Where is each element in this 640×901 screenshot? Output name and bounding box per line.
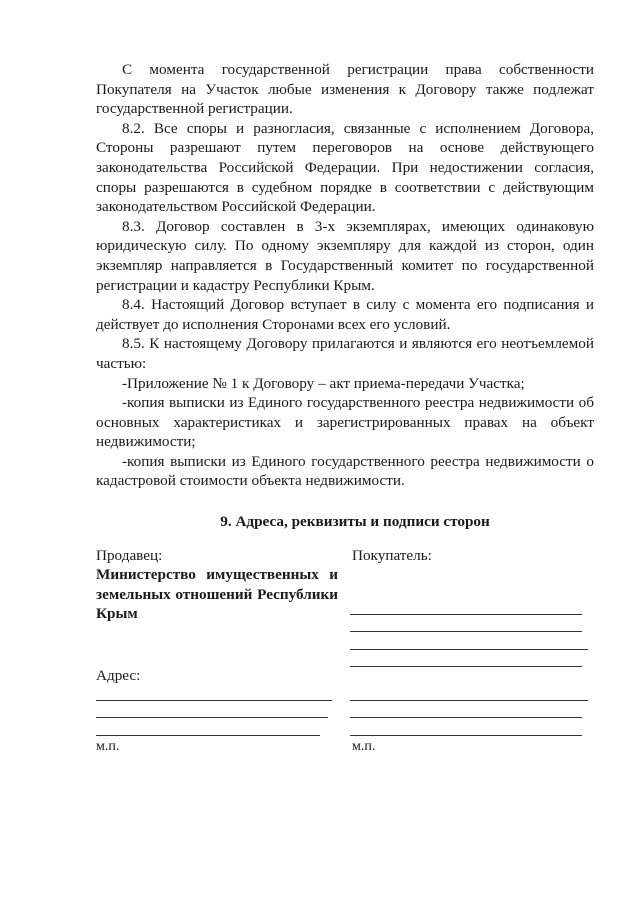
buyer-blank-line	[350, 614, 582, 615]
seller-address-line	[96, 735, 320, 736]
paragraph-8-5: 8.5. К настоящему Договору прилагаются и являются его неотъемлемой частью:	[96, 335, 594, 372]
section-9-title: 9. Адреса, реквизиты и подписи сторон	[220, 513, 490, 530]
buyer-address-line	[350, 700, 588, 701]
buyer-blank-line	[350, 649, 588, 650]
seller-label: Продавец:	[96, 547, 163, 564]
seller-name: Министерство имущественных и земельных отношений Республики Крым	[96, 566, 338, 623]
contract-body	[96, 60, 594, 491]
buyer-address-line	[350, 735, 582, 736]
paragraph-8-4: 8.4. Настоящий Договор вступает в силу с момента его подписания и действует до исполнения Сторонами всех его условий.	[96, 296, 594, 333]
seller-stamp-label: м.п.	[96, 739, 120, 754]
seller-address-label: Адрес:	[96, 667, 141, 684]
buyer-address-line	[350, 717, 582, 718]
attachment-item-3: -копия выписки из Единого государственного реестра недвижимости о кадастровой стоимости объекта недвижимости.	[96, 452, 594, 490]
buyer-stamp-label: м.п.	[352, 739, 376, 754]
seller-address-line	[96, 700, 332, 701]
paragraph-8-2: 8.2. Все споры и разногласия, связанные с исполнением Договора, Стороны разрешают путем переговоров на основе действующего законодательства Российской Федерации. При недостижении согласия, споры разрешаются в судебном порядке в соответствии с действующим законодательством Российской Федерации.	[96, 119, 594, 216]
paragraph-registration: С момента государственной регистрации права собственности Покупателя на Участок любые изменения к Договору также подлежат государственной регистрации.	[96, 61, 594, 118]
attachment-item-2: -копия выписки из Единого государственного реестра недвижимости об основных характеристиках и зарегистрированных правах на объект недвижимости;	[96, 394, 594, 451]
paragraph-8-3: 8.3. Договор составлен в 3-х экземплярах, имеющих одинаковую юридическую силу. По одному экземпляру для каждой из сторон, один экземпляр направляется в Государственный комитет по государственной регистрации и кадастру Республики Крым.	[96, 217, 594, 294]
buyer-label: Покупатель:	[352, 547, 432, 564]
buyer-blank-line	[350, 666, 582, 667]
attachment-item-1: -Приложение № 1 к Договору – акт приема-передачи Участка;	[122, 374, 525, 392]
buyer-blank-line	[350, 631, 582, 632]
seller-address-line	[96, 717, 328, 718]
